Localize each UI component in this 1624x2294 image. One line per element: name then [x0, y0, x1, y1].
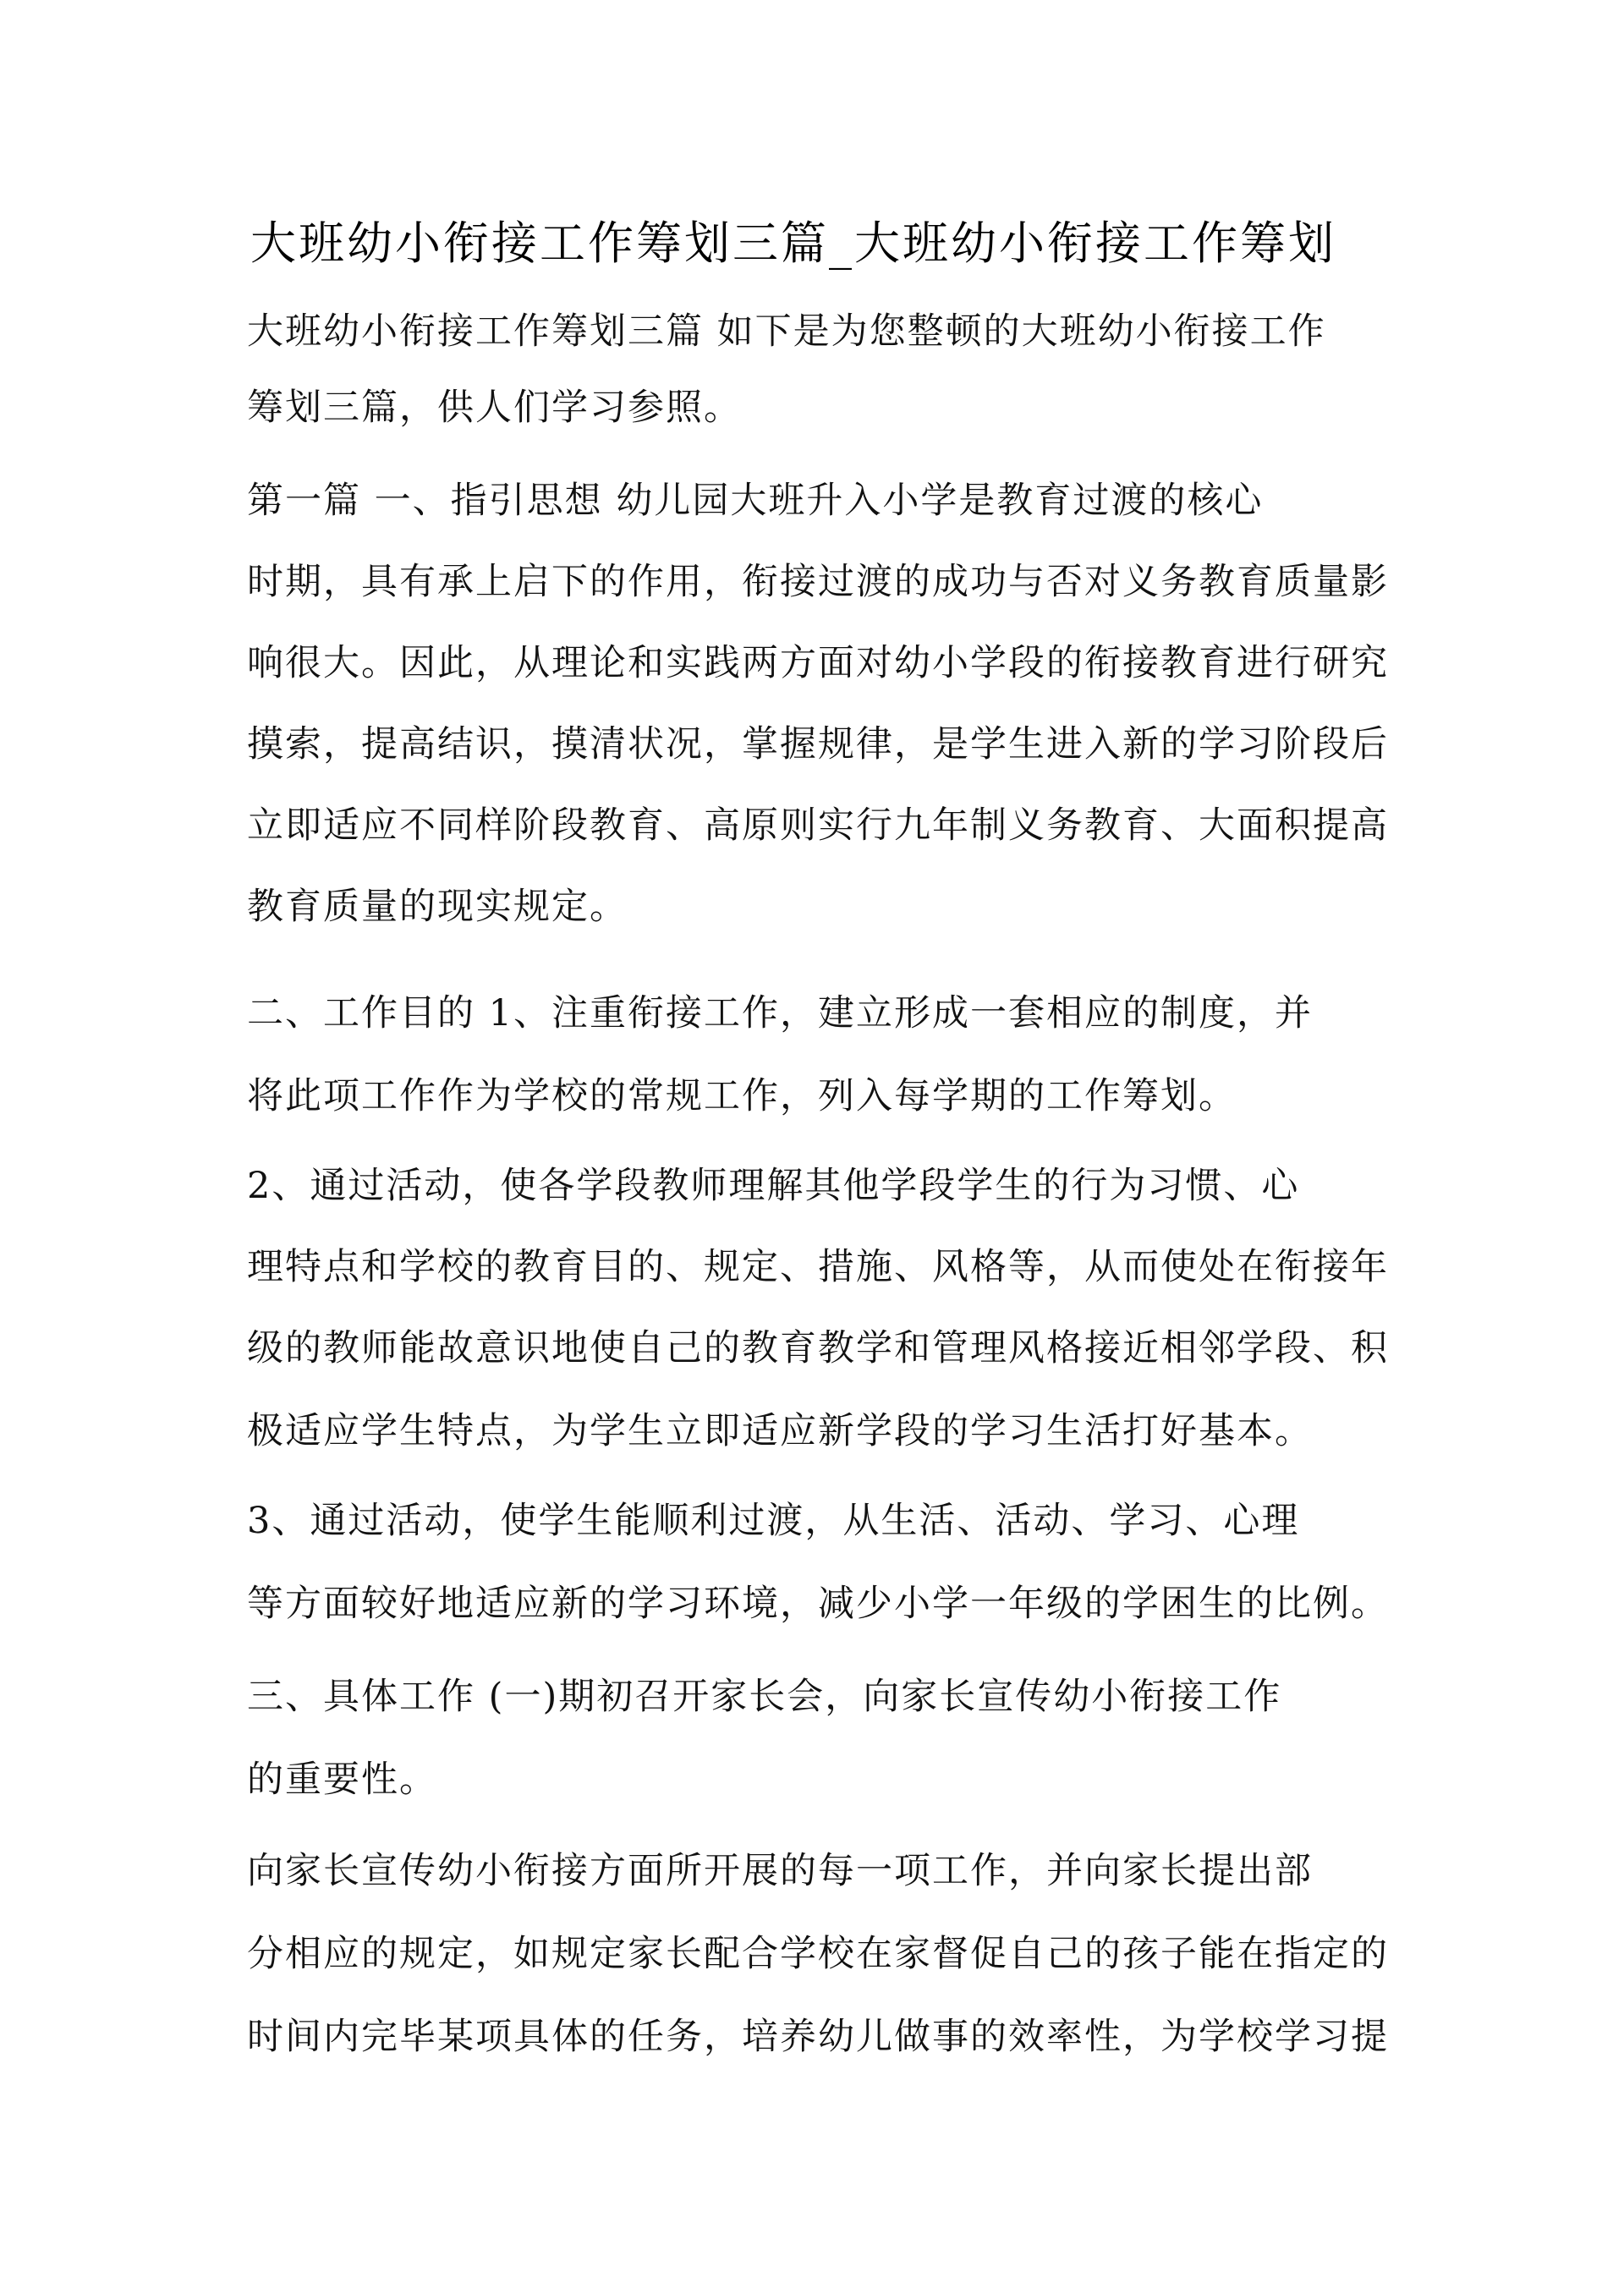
paragraph-line: 将此项工作作为学校的常规工作，列入每学期的工作筹划。 — [247, 1075, 1237, 1117]
paragraph-line: 摸索，提高结识，摸清状况，掌握规律，是学生进入新的学习阶段后 — [247, 723, 1389, 766]
paragraph-line: 级的教师能故意识地使自己的教育教学和管理风格接近相邻学段、积 — [247, 1327, 1389, 1369]
paragraph-line: 极适应学生特点，为学生立即适应新学段的学习生活打好基本。 — [247, 1410, 1313, 1452]
paragraph-line: 3、通过活动，使学生能顺利过渡，从生活、活动、学习、心理 — [247, 1500, 1300, 1542]
paragraph-line: 三、具体工作 (一)期初召开家长会，向家长宣传幼小衔接工作 — [247, 1676, 1282, 1718]
paragraph-line: 第一篇 一、指引思想 幼儿园大班升入小学是教育过渡的核心 — [247, 480, 1264, 522]
paragraph-line: 时期，具有承上启下的作用，衔接过渡的成功与否对义务教育质量影 — [247, 561, 1389, 603]
paragraph-line: 向家长宣传幼小衔接方面所开展的每一项工作，并向家长提出部 — [247, 1850, 1313, 1892]
paragraph-line: 响很大。因此，从理论和实践两方面对幼小学段的衔接教育进行研究 — [247, 642, 1389, 684]
paragraph-line: 理特点和学校的教育目的、规定、措施、风格等，从而使处在衔接年 — [247, 1246, 1389, 1288]
paragraph-line: 等方面较好地适应新的学习环境，减少小学一年级的学困生的比例。 — [247, 1583, 1389, 1625]
paragraph-line: 教育质量的现实规定。 — [247, 886, 628, 928]
paragraph-line: 立即适应不同样阶段教育、高原则实行九年制义务教育、大面积提高 — [247, 804, 1389, 847]
paragraph-line: 筹划三篇，供人们学习参照。 — [247, 387, 742, 429]
paragraph-line: 分相应的规定，如规定家长配合学校在家督促自己的孩子能在指定的 — [247, 1933, 1389, 1975]
paragraph-line: 时间内完毕某项具体的任务，培养幼儿做事的效率性，为学校学习提 — [247, 2016, 1389, 2058]
paragraph-line: 二、工作目的 1、注重衔接工作，建立形成一套相应的制度，并 — [247, 992, 1314, 1034]
paragraph-line: 大班幼小衔接工作筹划三篇 如下是为您整顿的大班幼小衔接工作 — [247, 310, 1326, 353]
document-title: 大班幼小衔接工作筹划三篇_大班幼小衔接工作筹划 — [250, 217, 1336, 270]
paragraph-line: 2、通过活动，使各学段教师理解其他学段学生的行为习惯、心 — [247, 1165, 1300, 1207]
paragraph-line: 的重要性。 — [247, 1759, 437, 1801]
